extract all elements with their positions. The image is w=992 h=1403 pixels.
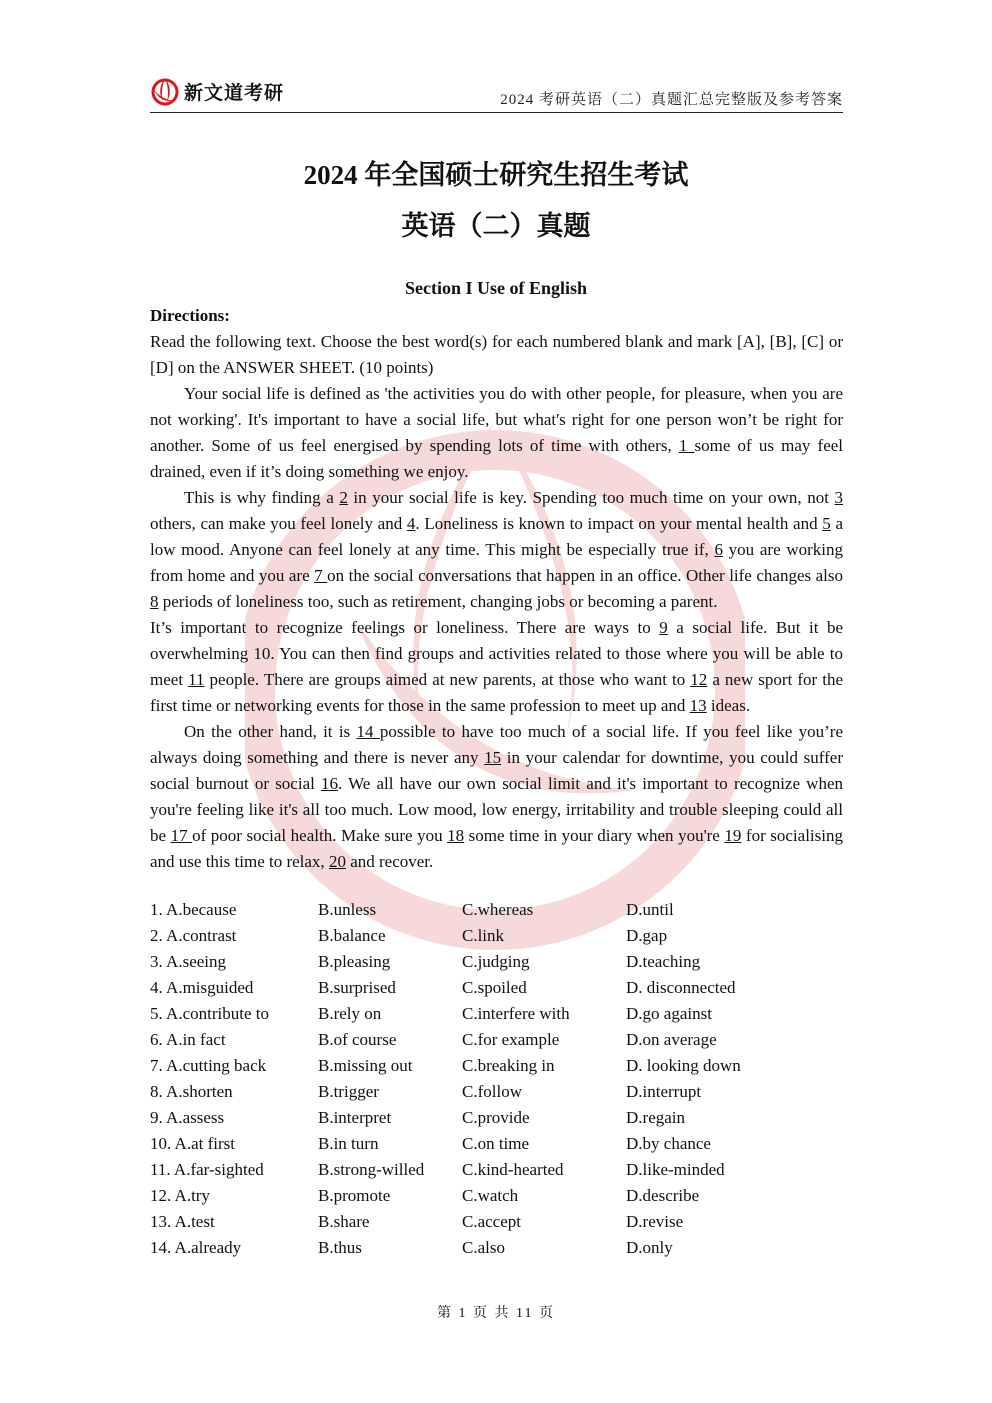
passage-paragraph-4 bbox=[150, 719, 843, 875]
option-row bbox=[150, 1134, 843, 1160]
option-b: B.trigger bbox=[318, 1082, 379, 1101]
option-b: B.missing out bbox=[318, 1056, 413, 1075]
option-question: 7. A.cutting back bbox=[150, 1056, 267, 1075]
passage-text: some time in your diary when you're bbox=[464, 826, 725, 845]
option-b: B.promote bbox=[318, 1186, 391, 1205]
option-d: D.like-minded bbox=[626, 1160, 725, 1179]
option-c: C.link bbox=[462, 926, 505, 945]
option-question: 8. A.shorten bbox=[150, 1082, 233, 1101]
option-question: 5. A.contribute to bbox=[150, 1004, 269, 1023]
blank-number: 1 bbox=[678, 436, 695, 455]
option-c: C.provide bbox=[462, 1108, 530, 1127]
option-c: C.on time bbox=[462, 1134, 530, 1153]
option-c: C.accept bbox=[462, 1212, 521, 1231]
passage-paragraph-1 bbox=[150, 381, 843, 485]
passage-text: in your calendar for downtime, you could suffer social burnout or social bbox=[150, 748, 844, 793]
option-b: B.balance bbox=[318, 926, 386, 945]
directions-text: Read the following text. Choose the best word(s) for each numbered blank and mark [A], [B], [C] or [D] on the ANSWER SHEET. (10 points) bbox=[150, 332, 843, 377]
answer-options bbox=[150, 900, 843, 1264]
option-d: D.interrupt bbox=[626, 1082, 702, 1101]
passage-paragraph-2 bbox=[150, 485, 843, 615]
blank-number: 7 bbox=[314, 566, 328, 585]
option-d: D.by chance bbox=[626, 1134, 711, 1153]
option-d: D.until bbox=[626, 900, 674, 919]
blank-number: 2 bbox=[339, 488, 348, 507]
brand-logo bbox=[150, 76, 284, 106]
option-b: B.share bbox=[318, 1212, 370, 1231]
option-b: B.surprised bbox=[318, 978, 396, 997]
option-d: D.on average bbox=[626, 1030, 717, 1049]
passage-text: This is why finding a bbox=[184, 488, 340, 507]
passage-text: others, can make you feel lonely and bbox=[150, 514, 407, 533]
option-c: C.judging bbox=[462, 952, 530, 971]
option-row bbox=[150, 1004, 843, 1030]
option-b: B.thus bbox=[318, 1238, 362, 1257]
passage-text: possible to have too much of a social life. If you feel like you’re always doing something and there is never any bbox=[150, 722, 844, 767]
option-d: D.regain bbox=[626, 1108, 686, 1127]
option-d: D.teaching bbox=[626, 952, 701, 971]
passage-text: It’s important to recognize feelings or loneliness. There are ways to bbox=[150, 618, 660, 637]
option-row bbox=[150, 1056, 843, 1082]
passage-text: of poor social health. Make sure you bbox=[192, 826, 448, 845]
option-d: D. disconnected bbox=[626, 978, 736, 997]
page-footer: 第 1 页 共 11 页 bbox=[437, 1306, 555, 1321]
option-row bbox=[150, 1238, 843, 1264]
blank-number: 17 bbox=[170, 826, 193, 845]
passage-text: a social life. But it be overwhelming 10. You can then find groups and activities related to those where you will be able to meet bbox=[150, 618, 843, 689]
blank-number: 12 bbox=[690, 670, 708, 689]
option-row bbox=[150, 1160, 843, 1186]
flame-logo-icon bbox=[150, 76, 180, 106]
option-b: B.unless bbox=[318, 900, 377, 919]
option-b: B.rely on bbox=[318, 1004, 382, 1023]
option-question: 13. A.test bbox=[150, 1212, 215, 1231]
passage-content bbox=[150, 303, 843, 875]
blank-number: 4 bbox=[406, 514, 416, 533]
option-d: D.gap bbox=[626, 926, 668, 945]
option-c: C.also bbox=[462, 1238, 505, 1257]
passage-text: for socialising and use this time to relax, bbox=[150, 826, 843, 871]
option-d: D.only bbox=[626, 1238, 673, 1257]
option-b: B.of course bbox=[318, 1030, 397, 1049]
passage-text: . We all have our own social limit and it's important to recognize when you're feeling like it's all too much. Low mood, low energy, irritability and trouble sleeping could all be bbox=[150, 774, 843, 845]
blank-number: 6 bbox=[714, 540, 723, 559]
blank-number: 18 bbox=[447, 826, 465, 845]
document-title: 2024 考研英语（二）真题汇总完整版及参考答案 bbox=[500, 92, 843, 108]
blank-number: 15 bbox=[484, 748, 502, 767]
option-row bbox=[150, 900, 843, 926]
blank-number: 8 bbox=[150, 592, 159, 611]
option-question: 10. A.at first bbox=[150, 1134, 235, 1153]
passage-text: periods of loneliness too, such as retirement, changing jobs or becoming a parent. bbox=[158, 592, 718, 611]
option-question: 9. A.assess bbox=[150, 1108, 225, 1127]
passage-paragraph-3 bbox=[150, 615, 843, 719]
blank-number: 9 bbox=[659, 618, 668, 637]
option-question: 4. A.misguided bbox=[150, 978, 254, 997]
passage-text: a new sport for the first time or networking events for those in the same profession to meet up and bbox=[150, 670, 843, 715]
option-row bbox=[150, 1212, 843, 1238]
option-d: D.revise bbox=[626, 1212, 684, 1231]
option-row bbox=[150, 1082, 843, 1108]
exam-subtitle: 英语（二）真题 bbox=[401, 211, 591, 241]
option-question: 12. A.try bbox=[150, 1186, 210, 1205]
option-row bbox=[150, 1108, 843, 1134]
option-question: 14. A.already bbox=[150, 1238, 242, 1257]
option-d: D.go against bbox=[626, 1004, 712, 1023]
option-d: D.describe bbox=[626, 1186, 700, 1205]
option-question: 6. A.in fact bbox=[150, 1030, 226, 1049]
option-row bbox=[150, 926, 843, 952]
option-b: B.strong-willed bbox=[318, 1160, 425, 1179]
blank-number: 11 bbox=[188, 670, 205, 689]
blank-number: 5 bbox=[822, 514, 831, 533]
option-c: C.watch bbox=[462, 1186, 519, 1205]
option-c: C.kind-hearted bbox=[462, 1160, 564, 1179]
blank-number: 13 bbox=[689, 696, 707, 715]
option-d: D. looking down bbox=[626, 1056, 741, 1075]
option-b: B.interpret bbox=[318, 1108, 392, 1127]
blank-number: 16 bbox=[321, 774, 339, 793]
blank-number: 3 bbox=[834, 488, 843, 507]
directions-label: Directions: bbox=[150, 306, 230, 325]
passage-text: you are working from home and you are bbox=[150, 540, 844, 585]
passage-text: ideas. bbox=[706, 696, 751, 715]
option-c: C.spoiled bbox=[462, 978, 527, 997]
option-b: B.in turn bbox=[318, 1134, 379, 1153]
passage-text: Your social life is defined as 'the activities you do with other people, for pleasure, when you are not working'. It's important to have a social life, but what's right for one person won’t be right for another. Some of us feel energised by spending lots of time with others, bbox=[150, 384, 843, 455]
option-row bbox=[150, 1030, 843, 1056]
blank-number: 19 bbox=[724, 826, 742, 845]
option-question: 11. A.far-sighted bbox=[150, 1160, 264, 1179]
passage-text: people. There are groups aimed at new parents, at those who want to bbox=[204, 670, 691, 689]
option-row bbox=[150, 1186, 843, 1212]
exam-title: 2024 年全国硕士研究生招生考试 bbox=[303, 160, 689, 190]
passage-text: in your social life is key. Spending too much time on your own, not bbox=[347, 488, 835, 507]
option-c: C.whereas bbox=[462, 900, 534, 919]
option-question: 1. A.because bbox=[150, 900, 237, 919]
passage-text: a low mood. Anyone can feel lonely at any time. This might be especially true if, bbox=[150, 514, 843, 559]
passage-text: some of us may feel drained, even if it’s doing something we enjoy. bbox=[150, 436, 844, 481]
passage-text: On the other hand, it is bbox=[184, 722, 357, 741]
option-row bbox=[150, 952, 843, 978]
passage-text: and recover. bbox=[345, 852, 434, 871]
option-question: 3. A.seeing bbox=[150, 952, 227, 971]
blank-number: 20 bbox=[328, 852, 346, 871]
passage-text: on the social conversations that happen in an office. Other life changes also bbox=[327, 566, 843, 585]
option-c: C.follow bbox=[462, 1082, 522, 1101]
passage-text: . Loneliness is known to impact on your mental health and bbox=[415, 514, 823, 533]
page-header bbox=[150, 70, 843, 113]
logo-text: 新文道考研 bbox=[184, 81, 285, 104]
option-b: B.pleasing bbox=[318, 952, 391, 971]
section-title: Section I Use of English bbox=[404, 278, 588, 298]
option-question: 2. A.contrast bbox=[150, 926, 237, 945]
option-c: C.interfere with bbox=[462, 1004, 570, 1023]
option-row bbox=[150, 978, 843, 1004]
option-c: C.breaking in bbox=[462, 1056, 555, 1075]
option-c: C.for example bbox=[462, 1030, 560, 1049]
blank-number: 14 bbox=[356, 722, 380, 741]
